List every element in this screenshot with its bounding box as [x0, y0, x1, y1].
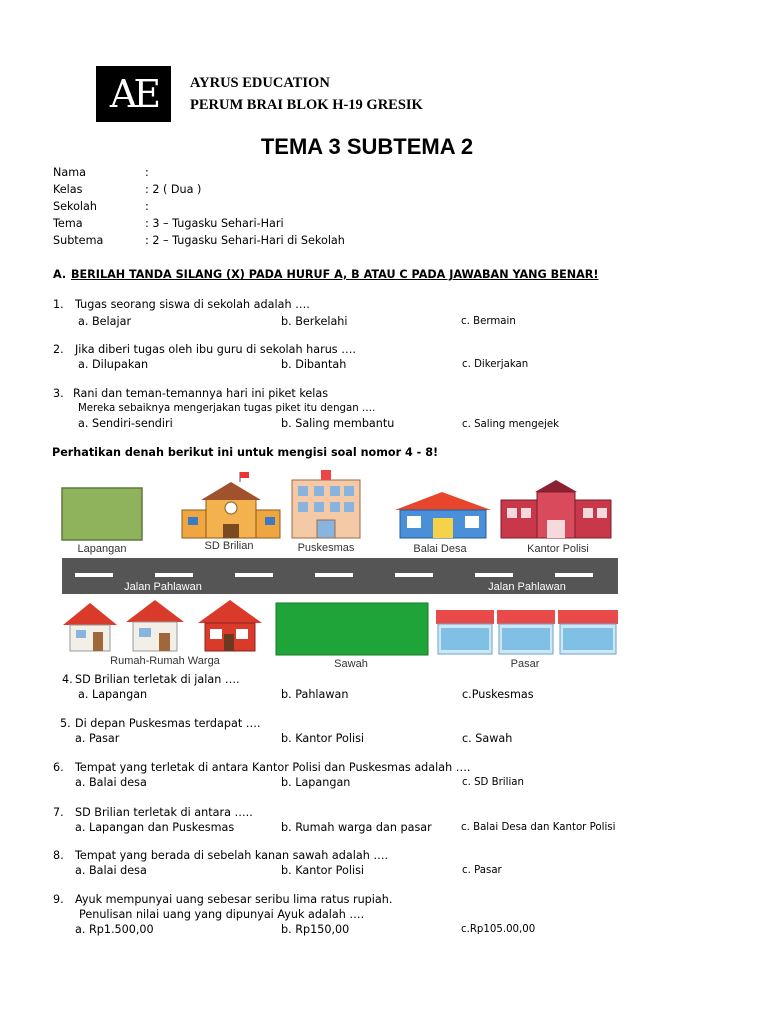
question-text: Tugas seorang siswa di sekolah adalah ….	[75, 298, 310, 311]
question-number: 6.	[53, 761, 64, 774]
identity-value: : 2 ( Dua )	[145, 183, 202, 196]
police-office-building	[501, 480, 611, 538]
question-number: 7.	[53, 806, 64, 819]
question-text-line2: Penulisan nilai uang yang dipunyai Ayuk adalah ….	[79, 908, 365, 921]
question-number: 5.	[60, 717, 71, 730]
option-c[interactable]: c. Sawah	[462, 732, 513, 745]
option-a[interactable]: a. Lapangan dan Puskesmas	[75, 821, 235, 834]
identity-value: : 2 – Tugasku Sehari-Hari di Sekolah	[145, 234, 345, 247]
road-label-right: Jalan Pahlawan	[488, 581, 566, 593]
option-a[interactable]: a. Balai desa	[75, 776, 147, 789]
ae-logo: AE	[96, 66, 171, 122]
map-label-balai-desa: Balai Desa	[413, 543, 467, 555]
house-3	[198, 600, 262, 651]
option-b[interactable]: b. Berkelahi	[281, 315, 348, 328]
map-label-kantor-polisi: Kantor Polisi	[527, 543, 589, 555]
option-a[interactable]: a. Balai desa	[75, 864, 147, 877]
question-text: Tempat yang terletak di antara Kantor Polisi dan Puskesmas adalah ….	[75, 761, 471, 774]
map-label-lapangan: Lapangan	[77, 543, 127, 555]
question-text-line2: Mereka sebaiknya mengerjakan tugas piket itu dengan ….	[78, 403, 376, 414]
village-hall-building	[395, 492, 491, 538]
org-address: PERUM BRAI BLOK H-19 GRESIK	[190, 97, 423, 113]
market-stalls	[436, 610, 618, 654]
identity-label: Tema	[53, 217, 83, 230]
identity-label: Kelas	[53, 183, 83, 196]
question-number: 1.	[53, 298, 64, 311]
sawah-field	[276, 603, 428, 655]
question-text: SD Brilian terletak di jalan ….	[75, 673, 240, 686]
identity-value: : 3 – Tugasku Sehari-Hari	[145, 217, 284, 230]
map-label-rumah-warga: Rumah-Rumah Warga	[110, 655, 220, 667]
school-building	[182, 472, 280, 538]
section-letter: A.	[53, 268, 67, 281]
option-b[interactable]: b. Rp150,00	[281, 923, 350, 936]
option-a[interactable]: a. Lapangan	[78, 688, 148, 701]
house-2	[126, 600, 184, 651]
identity-value: :	[145, 166, 149, 179]
question-text: Di depan Puskesmas terdapat ….	[75, 717, 261, 730]
option-c[interactable]: c.Puskesmas	[462, 688, 534, 701]
option-c[interactable]: c. Saling mengejek	[462, 419, 559, 430]
option-b[interactable]: b. Saling membantu	[281, 417, 395, 430]
question-text: Rani dan teman-temannya hari ini piket kelas	[73, 387, 329, 400]
option-b[interactable]: b. Lapangan	[281, 776, 351, 789]
identity-label: Nama	[53, 166, 86, 179]
org-name: AYRUS EDUCATION	[190, 75, 330, 91]
option-c[interactable]: c. Dikerjakan	[462, 359, 529, 370]
question-text: Jika diberi tugas oleh ibu guru di sekolah harus ….	[75, 343, 356, 356]
option-b[interactable]: b. Pahlawan	[281, 688, 349, 701]
map-instruction: Perhatikan denah berikut ini untuk mengisi soal nomor 4 - 8!	[52, 446, 439, 459]
question-number: 8.	[53, 849, 64, 862]
section-instruction: BERILAH TANDA SILANG (X) PADA HURUF A, B ATAU C PADA JAWABAN YANG BENAR!	[71, 268, 599, 281]
question-text: Tempat yang berada di sebelah kanan sawah adalah ….	[75, 849, 389, 862]
identity-value: :	[145, 200, 149, 213]
option-b[interactable]: b. Kantor Polisi	[281, 864, 365, 877]
question-text: Ayuk mempunyai uang sebesar seribu lima ratus rupiah.	[75, 893, 393, 906]
area-map	[55, 470, 625, 675]
option-c[interactable]: c. SD Brilian	[462, 777, 524, 788]
map-label-pasar: Pasar	[510, 658, 540, 670]
option-a[interactable]: a. Rp1.500,00	[75, 923, 154, 936]
option-b[interactable]: b. Dibantah	[281, 358, 347, 371]
page-title: TEMA 3 SUBTEMA 2	[260, 134, 474, 159]
identity-label: Subtema	[53, 234, 104, 247]
question-number: 3.	[53, 387, 64, 400]
map-label-sd-brilian: SD Brilian	[204, 540, 254, 552]
identity-label: Sekolah	[53, 200, 97, 213]
option-b[interactable]: b. Kantor Polisi	[281, 732, 365, 745]
map-label-puskesmas: Puskesmas	[297, 542, 355, 554]
option-b[interactable]: b. Rumah warga dan pasar	[281, 821, 432, 834]
option-c[interactable]: c. Balai Desa dan Kantor Polisi	[461, 822, 616, 833]
option-c[interactable]: c. Pasar	[462, 865, 502, 876]
option-a[interactable]: a. Belajar	[78, 315, 132, 328]
question-number: 4.	[62, 673, 73, 686]
option-a[interactable]: a. Sendiri-sendiri	[78, 417, 173, 430]
health-center-building	[292, 470, 360, 538]
option-c[interactable]: c. Bermain	[461, 316, 516, 327]
road-label-left: Jalan Pahlawan	[124, 581, 202, 593]
house-1	[63, 603, 117, 651]
question-number: 2.	[53, 343, 64, 356]
option-a[interactable]: a. Pasar	[75, 732, 120, 745]
option-c[interactable]: c.Rp105.00,00	[461, 924, 536, 935]
option-a[interactable]: a. Dilupakan	[78, 358, 149, 371]
map-label-sawah: Sawah	[334, 658, 368, 670]
lapangan-field	[62, 488, 142, 540]
question-number: 9.	[53, 893, 64, 906]
question-text: SD Brilian terletak di antara …..	[75, 806, 253, 819]
